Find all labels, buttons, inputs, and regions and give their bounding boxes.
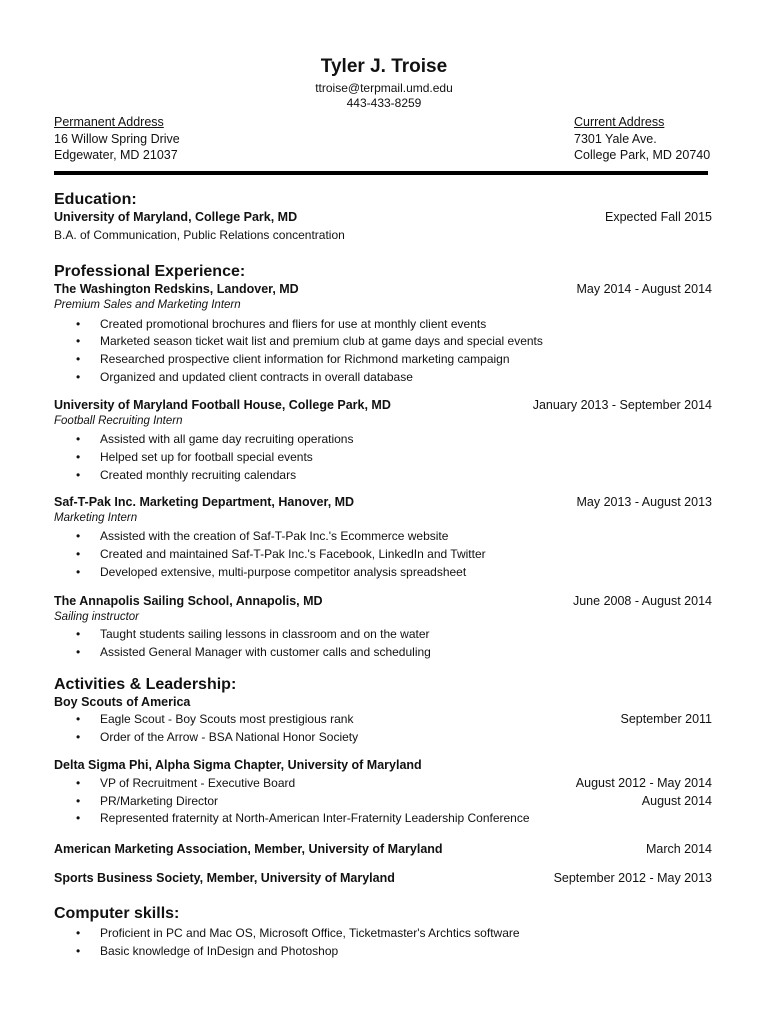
activity-date: September 2012 - May 2013	[553, 871, 712, 885]
activity-org: Sports Business Society, Member, University of Maryland	[54, 871, 395, 885]
bullet-text: Helped set up for football special events	[100, 450, 313, 464]
job-bullet	[76, 627, 430, 641]
current-address-line1: 7301 Yale Ave.	[574, 131, 657, 146]
job-org: The Washington Redskins, Landover, MD	[54, 282, 299, 296]
bullet-text: Organized and updated client contracts in overall database	[100, 370, 413, 384]
job-role: Marketing Intern	[54, 512, 138, 524]
bullet-glyph: •	[76, 944, 81, 958]
job-bullet	[76, 547, 486, 561]
bullet-text: Eagle Scout - Boy Scouts most prestigious rank	[100, 712, 354, 726]
bullet-glyph: •	[76, 547, 81, 561]
current-address	[574, 114, 710, 164]
job-bullet	[76, 565, 466, 579]
job-org: Saf-T-Pak Inc. Marketing Department, Hanover, MD	[54, 495, 355, 509]
bullet-text: Order of the Arrow - BSA National Honor Society	[100, 730, 359, 744]
bullet-text: Represented fraternity at North-American Inter-Fraternity Leadership Conference	[100, 811, 530, 825]
bullet-text: Created monthly recruiting calendars	[100, 468, 297, 482]
activity-date: March 2014	[645, 842, 712, 856]
job-bullet	[76, 334, 543, 348]
job-bullet	[76, 432, 353, 446]
bullet-text: Proficient in PC and Mac OS, Microsoft Office, Ticketmaster's Archtics software	[100, 926, 520, 940]
education-school: University of Maryland, College Park, MD	[54, 210, 298, 224]
skills-bullet	[76, 926, 520, 940]
bullet-glyph: •	[76, 432, 81, 446]
email-address: ttroise@terpmail.umd.edu	[315, 81, 453, 95]
activity-org: Boy Scouts of America	[54, 695, 191, 709]
job-date: May 2013 - August 2013	[576, 495, 712, 509]
permanent-address-label: Permanent Address	[54, 115, 164, 129]
job-bullet	[76, 450, 313, 464]
bullet-glyph: •	[76, 317, 81, 331]
experience-heading: Professional Experience:	[54, 263, 246, 280]
permanent-address-line1: 16 Willow Spring Drive	[54, 131, 180, 146]
bullet-glyph: •	[76, 565, 81, 579]
activity-org: American Marketing Association, Member, University of Maryland	[54, 842, 443, 856]
job-role: Premium Sales and Marketing Intern	[54, 299, 241, 311]
job-bullet	[76, 352, 510, 366]
job-bullet	[76, 468, 296, 482]
activity-org: Delta Sigma Phi, Alpha Sigma Chapter, University of Maryland	[54, 758, 422, 772]
activity-bullet	[76, 776, 295, 790]
bullet-glyph: •	[76, 776, 81, 790]
job-org: The Annapolis Sailing School, Annapolis, MD	[54, 594, 323, 608]
bullet-glyph: •	[76, 730, 81, 744]
bullet-glyph: •	[76, 352, 81, 366]
job-date: June 2008 - August 2014	[572, 594, 712, 608]
bullet-text: Created promotional brochures and fliers for use at monthly client events	[100, 317, 487, 331]
job-bullet	[76, 645, 431, 659]
bullet-glyph: •	[76, 370, 81, 384]
bullet-glyph: •	[76, 529, 81, 543]
bullet-text: Researched prospective client information for Richmond marketing campaign	[100, 352, 510, 366]
resume-name: Tyler J. Troise	[320, 56, 448, 77]
bullet-text: Basic knowledge of InDesign and Photoshop	[100, 944, 339, 958]
activity-date: August 2014	[641, 794, 712, 808]
activities-heading: Activities & Leadership:	[54, 676, 237, 693]
job-org: University of Maryland Football House, College Park, MD	[54, 398, 391, 412]
bullet-text: Developed extensive, multi-purpose competitor analysis spreadsheet	[100, 565, 467, 579]
permanent-address-line2: Edgewater, MD 21037	[54, 148, 178, 162]
activity-date: August 2012 - May 2014	[575, 776, 712, 790]
activity-bullet	[76, 730, 358, 744]
activity-date: September 2011	[620, 712, 712, 726]
bullet-glyph: •	[76, 450, 81, 464]
bullet-text: Assisted with all game day recruiting operations	[100, 432, 354, 446]
bullet-glyph: •	[76, 712, 81, 726]
job-date: January 2013 - September 2014	[532, 398, 712, 412]
job-bullet	[76, 317, 486, 331]
current-address-label: Current Address	[574, 115, 665, 129]
bullet-text: Created and maintained Saf-T-Pak Inc.'s Facebook, LinkedIn and Twitter	[100, 547, 486, 561]
bullet-glyph: •	[76, 627, 81, 641]
bullet-glyph: •	[76, 811, 81, 825]
skills-bullet	[76, 944, 338, 958]
header-divider	[54, 171, 708, 175]
job-role: Football Recruiting Intern	[54, 415, 183, 427]
activity-bullet	[76, 811, 530, 825]
bullet-glyph: •	[76, 334, 81, 348]
bullet-text: Taught students sailing lessons in classroom and on the water	[100, 627, 430, 641]
bullet-text: Marketed season ticket wait list and premium club at game days and special events	[100, 334, 543, 348]
education-degree: B.A. of Communication, Public Relations concentration	[54, 228, 345, 242]
phone-number: 443-433-8259	[346, 96, 422, 110]
education-date: Expected Fall 2015	[604, 210, 712, 224]
activity-bullet	[76, 712, 353, 726]
current-address-line2: College Park, MD 20740	[574, 148, 711, 162]
activity-bullet	[76, 794, 218, 808]
bullet-glyph: •	[76, 926, 81, 940]
education-heading: Education:	[54, 191, 137, 208]
bullet-text: Assisted General Manager with customer calls and scheduling	[100, 645, 431, 659]
permanent-address	[54, 114, 180, 164]
bullet-glyph: •	[76, 468, 81, 482]
skills-heading: Computer skills:	[54, 905, 180, 922]
job-bullet	[76, 370, 413, 384]
bullet-glyph: •	[76, 794, 81, 808]
bullet-text: VP of Recruitment - Executive Board	[100, 776, 296, 790]
bullet-glyph: •	[76, 645, 81, 659]
bullet-text: PR/Marketing Director	[100, 794, 219, 808]
job-role: Sailing instructor	[54, 611, 140, 623]
bullet-text: Assisted with the creation of Saf-T-Pak Inc.'s Ecommerce website	[100, 529, 449, 543]
job-date: May 2014 - August 2014	[576, 282, 712, 296]
job-bullet	[76, 529, 448, 543]
